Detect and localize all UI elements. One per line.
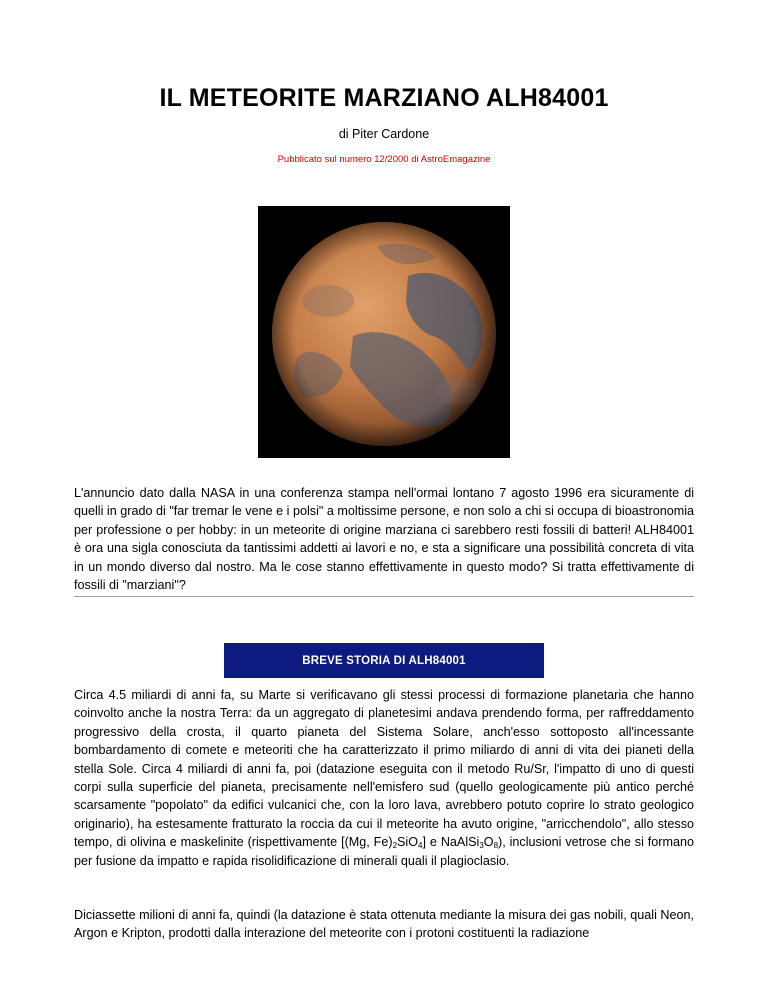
horizontal-divider xyxy=(74,596,694,597)
article-title: IL METEORITE MARZIANO ALH84001 xyxy=(159,84,609,112)
formula-subscript: 8 xyxy=(493,841,499,851)
formula-text: ] e NaAlSi xyxy=(422,835,480,850)
formula-subscript: 3 xyxy=(479,841,484,851)
mars-planet-image xyxy=(258,206,510,458)
intro-paragraph: L'annuncio dato dalla NASA in una conferenza stampa nell'ormai lontano 7 agosto 1996 era sicuramente di quelli in grado di "far tremar le vene e i polsi" a moltissime persone, e non solo a chi si occupa di bioastronomia per professione o per hobby: in un meteorite di origine marziana ci sarebbero resti fossili di batteri! ALH84001 è ora una sigla conosciuta da tantissimi addetti ai lavori e no, e sta a significare una possibilità concreta di vita in un mondo diverso dal nostro. Ma le cose stanno effettivamente in questo modo? Si tratta effettivamente di fossili di "marziani"? xyxy=(74,486,694,593)
dating-paragraph: Diciassette milioni di anni fa, quindi (la datazione è stata ottenuta mediante la misura dei gas nobili, quali Neon, Argon e Kripton, prodotti dalla interazione del meteorite con i protoni costituenti la radiazione xyxy=(74,908,694,941)
publication-note: Pubblicato sul numero 12/2000 di AstroEmagazine xyxy=(277,154,491,165)
section-heading: BREVE STORIA DI ALH84001 xyxy=(224,643,544,678)
formula-text: O xyxy=(483,835,494,850)
formula-subscript: 4 xyxy=(418,841,423,851)
history-text-part2: ), inclusioni vetrose che si formano per fusione da impatto e rapida risolidificazione di minerali quali il plagioclasio. xyxy=(74,835,694,868)
article-author: di Piter Cardone xyxy=(338,127,430,141)
formula-subscript: 2 xyxy=(392,841,398,851)
mars-globe-icon xyxy=(258,206,510,458)
formula-text: SiO xyxy=(397,835,419,850)
history-paragraph xyxy=(74,686,694,870)
history-text-part1: Circa 4.5 miliardi di anni fa, su Marte si verificavano gli stessi processi di formazione planetaria che hanno coinvolto anche la nostra Terra: da un aggregato di planetesimi andava prendendo forma, per raffreddamento progressivo della crosta, il quarto pianeta del Sistema Solare, anch'esso sottoposto all'incessante bombardamento di comete e meteoriti che ha caratterizzato il primo miliardo di anni di vita dei pianeti della stella Sole. Circa 4 miliardi di anni fa, poi (datazione eseguita con il metodo Ru/Sr, l'impatto di uno di questi corpi sulla superficie del pianeta, precisamente nell'emisfero sud (quello geologicamente più antico perché scarsamente "popolato" da edifici vulcanici che, con la loro lava, avrebbero potuto coprire lo strato geologico originario), ha estesamente fratturato la roccia da cui il meteorite ha avuto origine, "arricchendolo", allo stesso tempo, di olivina e maskelinite (rispettivamente [(Mg, Fe) xyxy=(74,688,694,850)
